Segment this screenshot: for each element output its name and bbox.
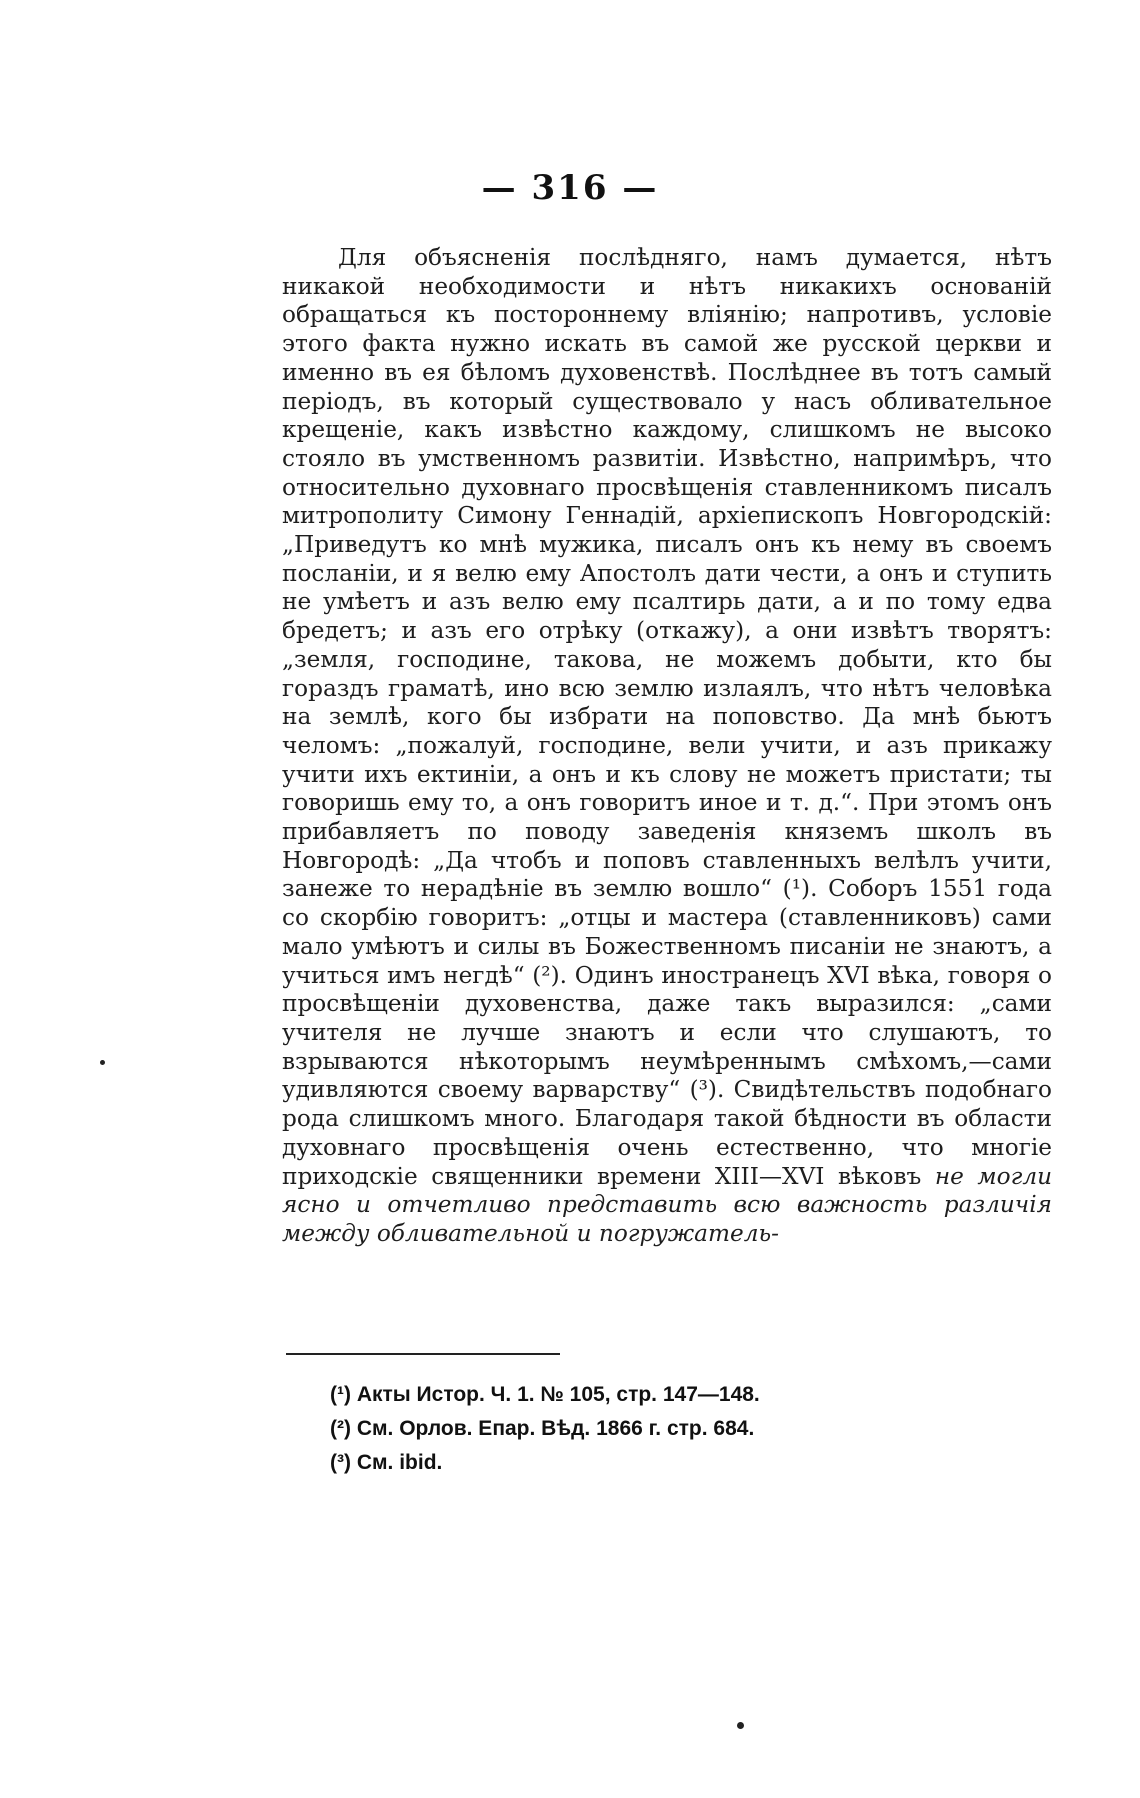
footnote-mark: (³) [330, 1451, 351, 1474]
italic-continuation: не могли ясно и отчетливо представить всю важность различія между обливательной и погружатель- [282, 1162, 1053, 1247]
footnotes-block [330, 1378, 1030, 1480]
footnote-3 [330, 1446, 1030, 1480]
footnote-mark: (¹) [330, 1383, 351, 1406]
main-text-block [282, 244, 1052, 1249]
main-paragraph [282, 244, 1052, 1249]
footnote-2 [330, 1412, 1030, 1446]
footnote-text: См. ibid. [356, 1451, 443, 1474]
margin-speck-left [100, 1060, 105, 1065]
footnote-text: См. Орлов. Епар. Вѣд. 1866 г. стр. 684. [356, 1417, 755, 1440]
page-number: — 316 — [481, 168, 659, 208]
footnote-separator-rule [286, 1353, 560, 1355]
footnote-1 [330, 1378, 1030, 1412]
margin-speck-bottom [737, 1722, 744, 1729]
footnote-text: Акты Истор. Ч. 1. № 105, стр. 147—148. [356, 1383, 760, 1406]
paragraph-text: Для объясненія послѣдняго, намъ думается, нѣтъ никакой необходимости и нѣтъ никакихъ основаній обращаться къ постороннему вліянію; напротивъ, условіе этого факта нужно искать въ самой же русской церкви и именно въ ея бѣломъ духовенствѣ. Послѣднее въ тотъ самый періодъ, въ который существовало у насъ обливательное крещеніе, какъ извѣстно каждому, слишкомъ не высоко стояло въ умственномъ развитіи. Извѣстно, напримѣръ, что относительно духовнаго просвѣщенія ставленникомъ писалъ митрополиту Симону Геннадій, архіепископъ Новгородскій: „Приведутъ ко мнѣ мужика, писалъ онъ къ нему въ своемъ посланіи, и я велю ему Апостолъ дати чести, а онъ и ступить не умѣетъ и азъ велю ему псалтирь дати, а и по тому едва бредетъ; и азъ его отрѣку (откажу), а они извѣтъ творятъ: „земля, господине, такова, не можемъ добыти, кто бы гораздъ граматѣ, ино всю землю излаялъ, что нѣтъ человѣка на землѣ, кого бы избрати на поповство. Да мнѣ бьютъ челомъ: „пожалуй, господине, вели учити, и азъ прикажу учити ихъ ектиніи, а онъ и къ слову не можетъ пристати; ты говоришь ему то, а онъ говоритъ иное и т. д.“. При этомъ онъ прибавляетъ по поводу заведенія княземъ школъ въ Новгородѣ: „Да чтобъ и поповъ ставленныхъ велѣлъ учити, занеже то нерадѣніе въ землю вошло“ (¹). Соборъ 1551 года со скорбію говоритъ: „отцы и мастера (ставленниковъ) сами мало умѣютъ и силы въ Божественномъ писаніи не знаютъ, а учиться имъ негдѣ“ (²). Одинъ иностранецъ XVI вѣка, говоря о просвѣщеніи духовенства, даже такъ выразился: „сами учителя не лучше знаютъ и если что слушаютъ, то взрываются нѣкоторымъ неумѣреннымъ смѣхомъ,—сами удивляются своему варварству“ (³). Свидѣтельствъ подобнаго рода слишкомъ много. Благодаря такой бѣдности въ области духовнаго просвѣщенія очень естественно, что многіе приходскіе священники времени XIII—XVI вѣковъ [282, 244, 1052, 1190]
footnote-mark: (²) [330, 1417, 351, 1440]
